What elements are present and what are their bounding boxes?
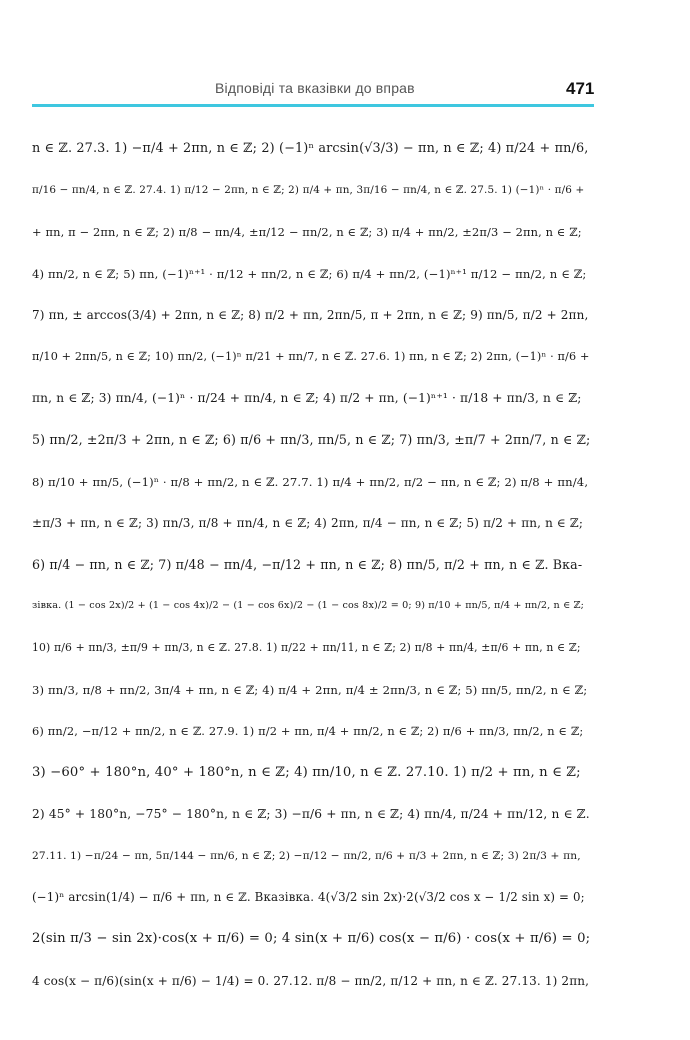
answer-text: n ∈ ℤ. 27.3. 1) −π/4 + 2πn, n ∈ ℤ; 2) (−1)ⁿ arcsin(√3/3) − πn, n ∈ ℤ; 4) π/24 + πn/6, [32, 140, 589, 156]
answer-text: 7) πn, ± arccos(3/4) + 2πn, n ∈ ℤ; 8) π/2 + πn, 2πn/5, π + 2πn, n ∈ ℤ; 9) πn/5, π/2 + 2πn, [32, 308, 589, 323]
running-header-title: Відповіді та вказівки до вправ [215, 80, 415, 96]
answer-line [32, 170, 592, 212]
answer-text: ±π/3 + πn, n ∈ ℤ; 3) πn/3, π/8 + πn/4, n ∈ ℤ; 4) 2πn, π/4 − πn, n ∈ ℤ; 5) π/2 + πn, n ∈ ℤ; [32, 516, 584, 531]
answer-text: зівка. (1 − cos 2x)/2 + (1 − cos 4x)/2 − (1 − cos 6x)/2 − (1 − cos 8x)/2 = 0; 9) π/10 + πn/5, π/4 + πn/2, n ∈ ℤ; [32, 600, 585, 612]
answer-line [32, 544, 592, 586]
answer-line [32, 669, 592, 711]
page-number: 471 [566, 79, 595, 98]
answer-line [32, 710, 592, 752]
answer-text: 3) −60° + 180°n, 40° + 180°n, n ∈ ℤ; 4) πn/10, n ∈ ℤ. 27.10. 1) π/2 + πn, n ∈ ℤ; [32, 764, 581, 780]
answer-line [32, 211, 592, 253]
answer-line [32, 586, 592, 628]
answer-line [32, 294, 592, 336]
answer-line [32, 752, 592, 794]
answer-text: π/16 − πn/4, n ∈ ℤ. 27.4. 1) π/12 − 2πn, n ∈ ℤ; 2) π/4 + πn, 3π/16 − πn/4, n ∈ ℤ. 27.5. 1) (−1)ⁿ · π/6 + [32, 184, 585, 197]
answer-line [32, 128, 592, 170]
answers-body [32, 128, 592, 1001]
answer-line [32, 502, 592, 544]
answer-text: 4) πn/2, n ∈ ℤ; 5) πn, (−1)ⁿ⁺¹ · π/12 + πn/2, n ∈ ℤ; 6) π/4 + πn/2, (−1)ⁿ⁺¹ π/12 − πn/2, n ∈ ℤ; [32, 266, 587, 281]
answer-line [32, 419, 592, 461]
answer-text: π/10 + 2πn/5, n ∈ ℤ; 10) πn/2, (−1)ⁿ π/21 + πn/7, n ∈ ℤ. 27.6. 1) πn, n ∈ ℤ; 2) 2πn, (−1)ⁿ · π/6 + [32, 349, 590, 363]
answer-text: 5) πn/2, ±2π/3 + 2πn, n ∈ ℤ; 6) π/6 + πn/3, πn/5, n ∈ ℤ; 7) πn/3, ±π/7 + 2πn/7, n ∈ ℤ; [32, 431, 591, 447]
answer-line [32, 877, 592, 919]
answer-line [32, 918, 592, 960]
answer-line [32, 336, 592, 378]
answer-text: 2) 45° + 180°n, −75° − 180°n, n ∈ ℤ; 3) −π/6 + πn, n ∈ ℤ; 4) πn/4, π/24 + πn/12, n ∈ ℤ. [32, 807, 590, 822]
answer-text: 6) πn/2, −π/12 + πn/2, n ∈ ℤ. 27.9. 1) π/2 + πn, π/4 + πn/2, n ∈ ℤ; 2) π/6 + πn/3, πn/2, n ∈ ℤ; [32, 724, 584, 739]
answer-line [32, 627, 592, 669]
answer-line [32, 378, 592, 420]
answer-text: 3) πn/3, π/8 + πn/2, 3π/4 + πn, n ∈ ℤ; 4) π/4 + 2πn, π/4 ± 2πn/3, n ∈ ℤ; 5) πn/5, πn/2, n ∈ ℤ; [32, 682, 588, 697]
answer-line [32, 461, 592, 503]
header-divider [32, 104, 594, 107]
answer-text: 6) π/4 − πn, n ∈ ℤ; 7) π/48 − πn/4, −π/12 + πn, n ∈ ℤ; 8) πn/5, π/2 + πn, n ∈ ℤ. Вка- [32, 556, 583, 572]
answer-text: 4 cos(x − π/6)(sin(x + π/6) − 1/4) = 0. 27.12. π/8 − πn/2, π/12 + πn, n ∈ ℤ. 27.13. 1) 2πn, [32, 973, 590, 988]
answer-line [32, 253, 592, 295]
answer-line [32, 960, 592, 1002]
answer-text: 2(sin π/3 − sin 2x)·cos(x + π/6) = 0; 4 sin(x + π/6) cos(x − π/6) · cos(x + π/6) = 0; [32, 931, 591, 947]
answer-line [32, 794, 592, 836]
answer-text: 27.11. 1) −π/24 − πn, 5π/144 − πn/6, n ∈ ℤ; 2) −π/12 − πn/2, π/6 + π/3 + 2πn, n ∈ ℤ; 3) 2π/3 + πn, [32, 849, 581, 862]
answer-text: πn, n ∈ ℤ; 3) πn/4, (−1)ⁿ · π/24 + πn/4, n ∈ ℤ; 4) π/2 + πn, (−1)ⁿ⁺¹ · π/18 + πn/3, n ∈ ℤ; [32, 391, 582, 406]
answer-text: (−1)ⁿ arcsin(1/4) − π/6 + πn, n ∈ ℤ. Вказівка. 4(√3/2 sin 2x)·2(√3/2 cos x − 1/2 sin x) = 0; [32, 890, 585, 905]
answer-line [32, 835, 592, 877]
answer-text: 8) π/10 + πn/5, (−1)ⁿ · π/8 + πn/2, n ∈ ℤ. 27.7. 1) π/4 + πn/2, π/2 − πn, n ∈ ℤ; 2) π/8 + πn/4, [32, 474, 589, 489]
answer-text: 10) π/6 + πn/3, ±π/9 + πn/3, n ∈ ℤ. 27.8. 1) π/22 + πn/11, n ∈ ℤ; 2) π/8 + πn/4, ±π/6 + πn, n ∈ ℤ; [32, 640, 581, 654]
answer-text: + πn, π − 2πn, n ∈ ℤ; 2) π/8 − πn/4, ±π/12 − πn/2, n ∈ ℤ; 3) π/4 + πn/2, ±2π/3 − 2πn, n ∈ ℤ; [32, 224, 582, 239]
